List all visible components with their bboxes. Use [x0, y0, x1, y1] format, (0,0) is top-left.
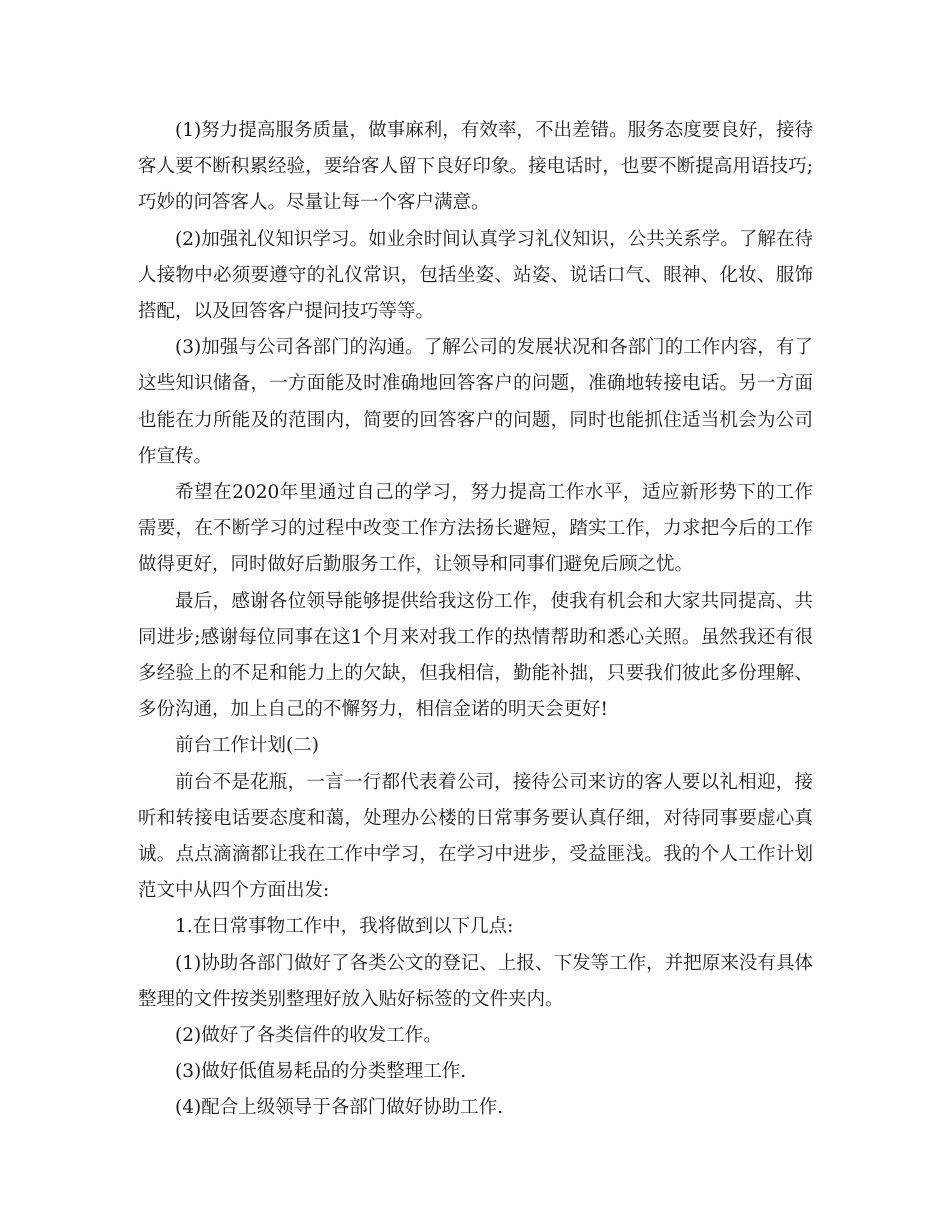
paragraph-item-1: (1)努力提高服务质量，做事麻利，有效率，不出差错。服务态度要良好，接待客人要不断积累经验，要给客人留下良好印象。接电话时，也要不断提高用语技巧;巧妙的问答客人。尽量让每一个客户满意。: [138, 120, 813, 214]
paragraph-item-2: (2)加强礼仪知识学习。如业余时间认真学习礼仪知识，公共关系学。了解在待人接物中必须要遵守的礼仪常识，包括坐姿、站姿、说话口气、眼神、化妆、服饰搭配，以及回答客户提问技巧等等。: [138, 228, 813, 323]
section-heading: 前台工作计划(二): [175, 735, 319, 757]
document-body: [138, 113, 813, 1127]
paragraph-hope: 希望在2020年里通过自己的学习，努力提高工作水平，适应新形势下的工作需要，在不断学习的过程中改变工作方法扬长避短，踏实工作，力求把今后的工作做得更好，同时做好后勤服务工作，让领导和同事们避免后顾之忧。: [138, 482, 813, 576]
list-item-1: (1)协助各部门做好了各类公文的登记、上报、下发等工作，并把原来没有具体整理的文件按类别整理好放入贴好标签的文件夹内。: [138, 952, 813, 1010]
list-heading: 1.在日常事物工作中，我将做到以下几点:: [175, 916, 514, 938]
paragraph-intro: 前台不是花瓶，一言一行都代表着公司，接待公司来访的客人要以礼相迎，接听和转接电话要态度和蔼，处理办公楼的日常事务要认真仔细，对待同事要虚心真诚。点点滴滴都让我在工作中学习，在学习中进步，受益匪浅。我的个人工作计划范文中从四个方面出发:: [138, 771, 813, 902]
paragraph-thanks: 最后，感谢各位领导能够提供给我这份工作，使我有机会和大家共同提高、共同进步;感谢每位同事在这1个月来对我工作的热情帮助和悉心关照。虽然我还有很多经验上的不足和能力上的欠缺，但我相信，勤能补拙，只要我们彼此多份理解、多份沟通，加上自己的不懈努力，相信金诺的明天会更好!: [138, 590, 813, 721]
paragraph-item-3: (3)加强与公司各部门的沟通。了解公司的发展状况和各部门的工作内容，有了这些知识储备，一方面能及时准确地回答客户的问题，准确地转接电话。另一方面也能在力所能及的范围内，简要的回答客户的问题，同时也能抓住适当机会为公司作宣传。: [138, 337, 813, 467]
list-item-3: (3)做好低值易耗品的分类整理工作.: [175, 1061, 467, 1083]
list-item-2: (2)做好了各类信件的收发工作。: [175, 1025, 442, 1047]
list-item-4: (4)配合上级领导于各部门做好协助工作.: [175, 1097, 504, 1119]
